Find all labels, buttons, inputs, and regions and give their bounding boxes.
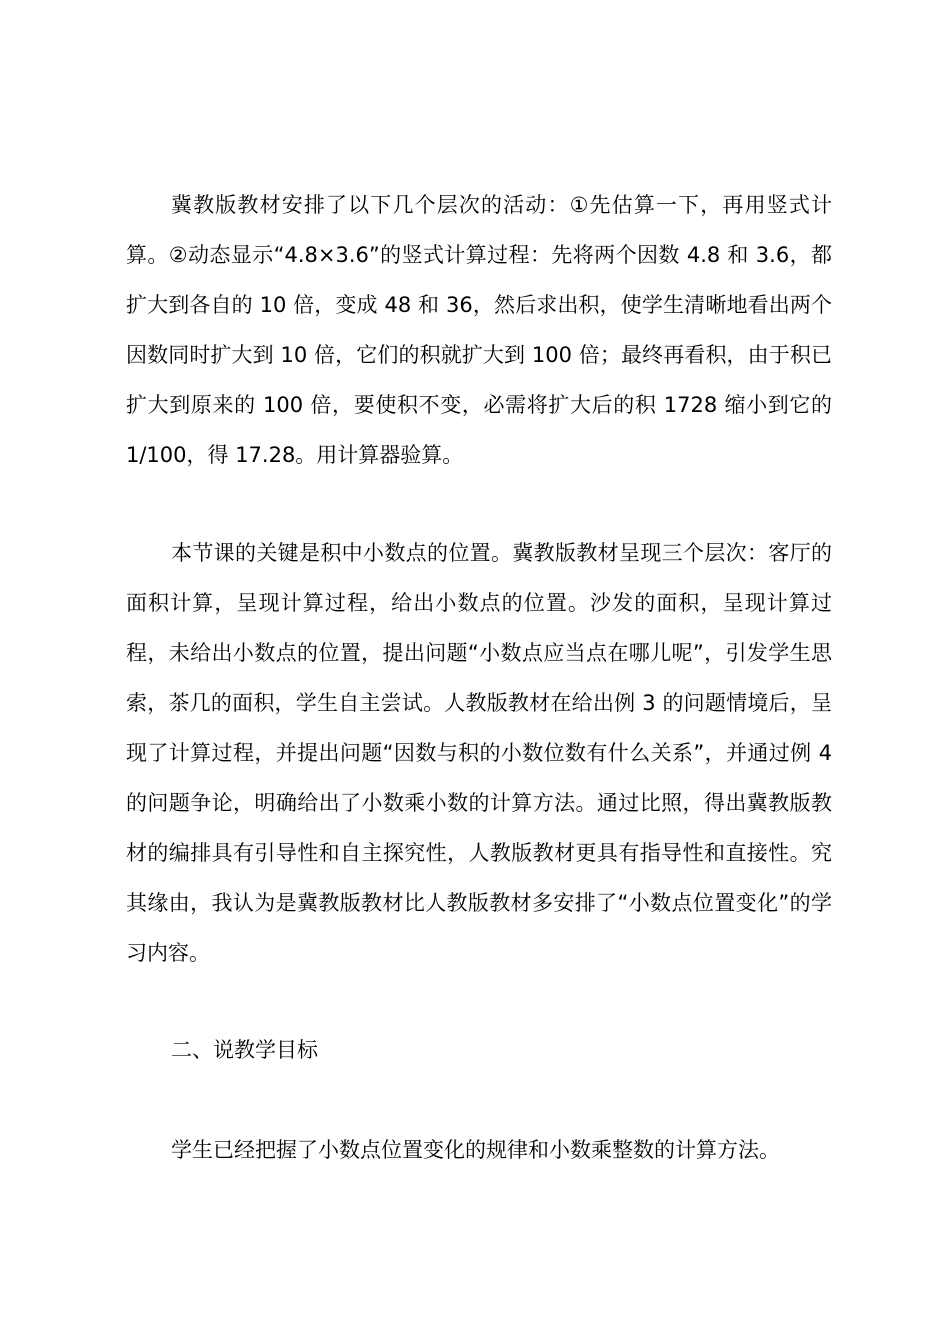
paragraph-decimal-point-key: 本节课的关键是积中小数点的位置。冀教版教材呈现三个层次：客厅的面积计算，呈现计算过程，给出小数点的位置。沙发的面积，呈现计算过程，未给出小数点的位置，提出问题“小数点应当点在哪儿呢”，引发学生思索，茶几的面积，学生自主尝试。人教版教材在给出例 3 的问题情境后，呈现了计算过程，并提出问题“因数与积的小数位数有什么关系”，并通过例 4 的问题争论，明确给出了小数乘小数的计算方法。通过比照，得出冀教版教材的编排具有引导性和自主探究性，人教版教材更具有指导性和直接性。究其缘由，我认为是冀教版教材比人教版教材多安排了“小数点位置变化”的学习内容。 xyxy=(126,541,832,965)
paragraph-textbook-activities: 冀教版教材安排了以下几个层次的活动：①先估算一下，再用竖式计算。②动态显示“4.8×3.6”的竖式计算过程：先将两个因数 4.8 和 3.6，都扩大到各自的 10 倍，变成 48 和 36，然后求出积，使学生清晰地看出两个因数同时扩大到 10 倍，它们的积就扩大到 100 倍；最终再看积，由于积已扩大到原来的 100 倍，要使积不变，必需将扩大后的积 1728 缩小到它的 1/100，得 17.28。用计算器验算。 xyxy=(126,193,832,467)
section-heading-teaching-goals: 二、说教学目标 xyxy=(171,1038,318,1062)
paragraph-student-background: 学生已经把握了小数点位置变化的规律和小数乘整数的计算方法。 xyxy=(171,1138,780,1162)
